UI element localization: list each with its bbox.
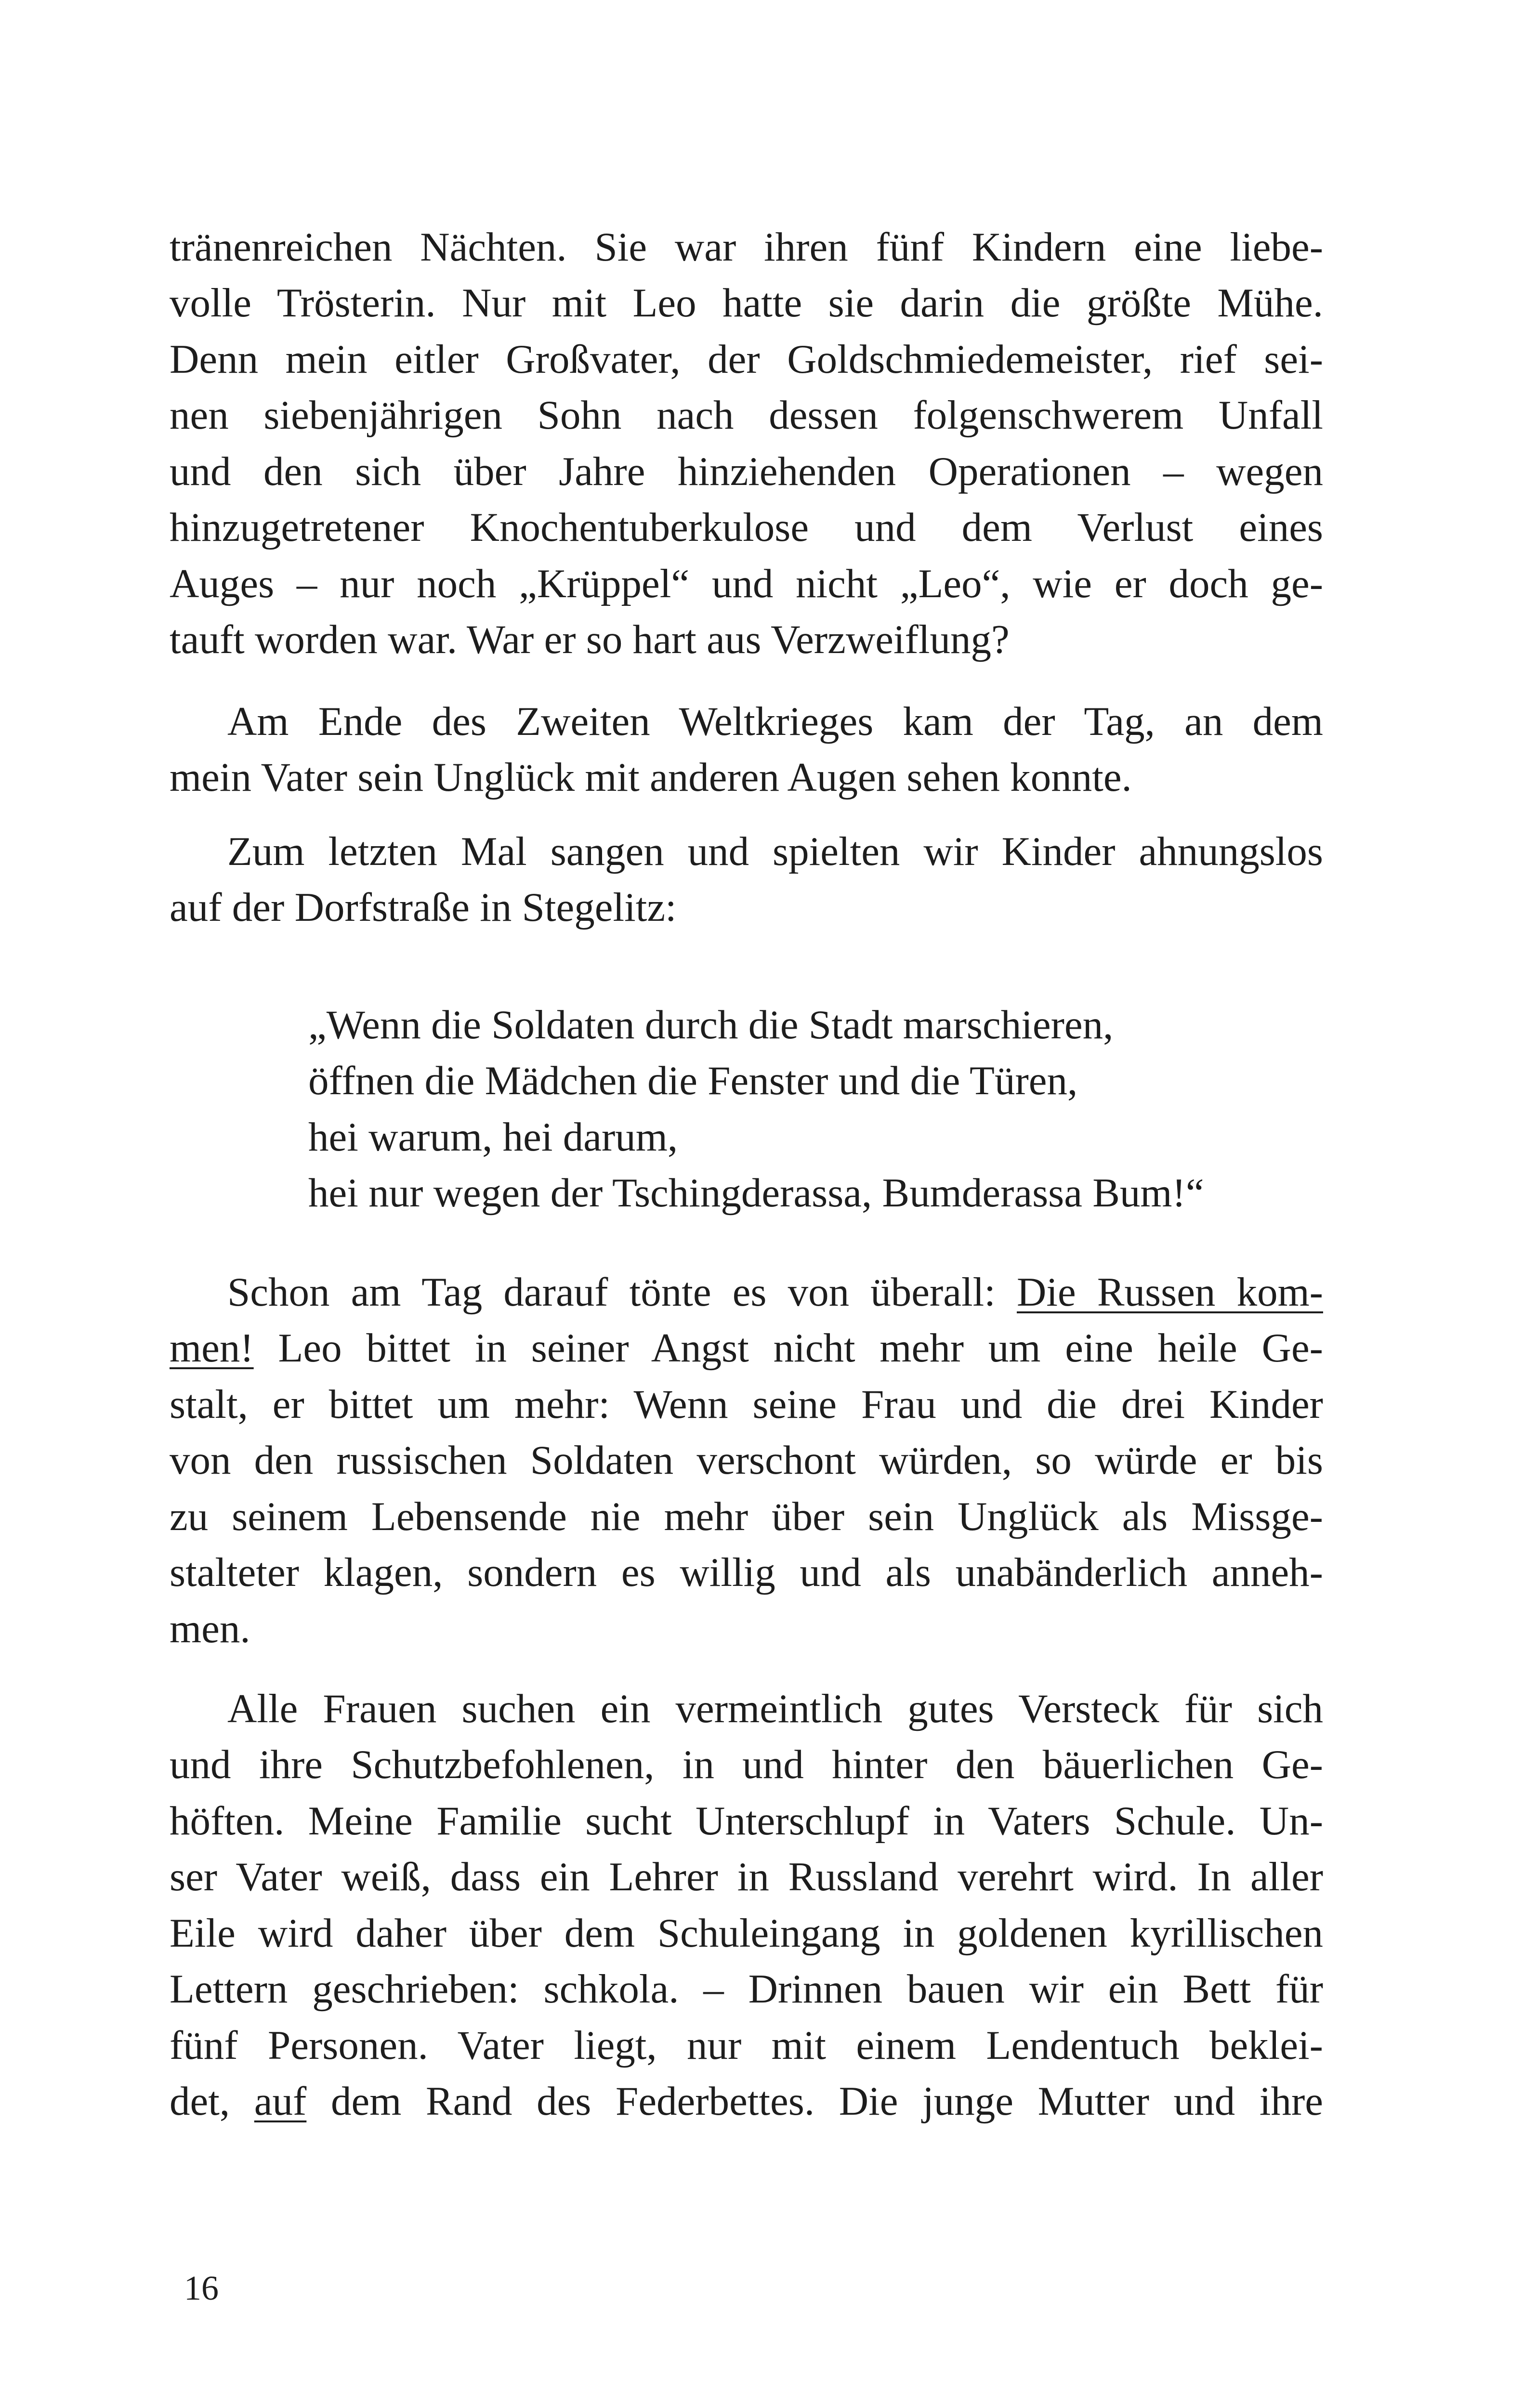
page-number: 16: [184, 2269, 219, 2307]
text-line: tauft worden war. War er so hart aus Verzweiflung?: [170, 617, 1010, 663]
paragraph-5: [170, 1681, 1323, 2130]
text-line: [170, 1320, 1323, 1376]
underlined-phrase: Die Russen kom-: [1017, 1269, 1323, 1315]
text-line: auf der Dorfstraße in Stegelitz:: [170, 885, 677, 930]
text-line: mein Vater sein Unglück mit anderen Augen sehen konnte.: [170, 755, 1132, 800]
paragraph-2: [170, 694, 1323, 806]
text-line: und den sich über Jahre hinziehenden Operationen – wegen: [170, 448, 1323, 494]
verse-line: hei nur wegen der Tschingderassa, Bumderassa Bum!“: [308, 1170, 1204, 1216]
text-line: Auges – nur noch „Krüppel“ und nicht „Leo“, wie er doch ge-: [170, 561, 1323, 606]
text-line: höften. Meine Familie sucht Unterschlupf in Vaters Schule. Un-: [170, 1798, 1323, 1844]
paragraph-1: [170, 219, 1323, 668]
text-line: nen siebenjährigen Sohn nach dessen folgenschwerem Unfall: [170, 393, 1323, 438]
verse-line: „Wenn die Soldaten durch die Stadt marschieren,: [308, 1002, 1114, 1047]
text-line: Denn mein eitler Großvater, der Goldschmiedemeister, rief sei-: [170, 336, 1323, 382]
text-line: men.: [170, 1606, 250, 1651]
text-segment: Leo bittet in seiner Angst nicht mehr um eine heile Ge-: [253, 1325, 1323, 1371]
song-verse: [308, 997, 1204, 1221]
text-line: Lettern geschrieben: schkola. – Drinnen bauen wir ein Bett für: [170, 1966, 1323, 2012]
paragraph-4: [170, 1264, 1323, 1657]
text-line: von den russischen Soldaten verschont würden, so würde er bis: [170, 1438, 1323, 1483]
text-line: stalt, er bittet um mehr: Wenn seine Frau und die drei Kinder: [170, 1381, 1323, 1427]
text-line: und ihre Schutzbefohlenen, in und hinter den bäuerlichen Ge-: [170, 1742, 1323, 1788]
text-segment: det,: [170, 2079, 254, 2124]
verse-line: öffnen die Mädchen die Fenster und die Türen,: [308, 1058, 1078, 1104]
text-line: Am Ende des Zweiten Weltkrieges kam der Tag, an dem: [227, 699, 1323, 744]
text-line: Alle Frauen suchen ein vermeintlich gutes Versteck für sich: [227, 1686, 1323, 1731]
verse-line: hei warum, hei darum,: [308, 1114, 678, 1160]
text-line: [170, 2073, 1323, 2129]
text-line: stalteter klagen, sondern es willig und als unabänderlich anneh-: [170, 1550, 1323, 1596]
text-line: zu seinem Lebensende nie mehr über sein Unglück als Missge-: [170, 1493, 1323, 1539]
text-line: volle Trösterin. Nur mit Leo hatte sie darin die größte Mühe.: [170, 280, 1323, 326]
text-line: Eile wird daher über dem Schuleingang in goldenen kyrillischen: [170, 1910, 1323, 1956]
text-line: fünf Personen. Vater liegt, nur mit einem Lendentuch beklei-: [170, 2022, 1323, 2068]
text-line: Zum letzten Mal sangen und spielten wir Kinder ahnungslos: [227, 829, 1323, 874]
text-line: [170, 1264, 1323, 1320]
underlined-phrase: auf: [254, 2079, 307, 2124]
underlined-phrase: men!: [170, 1325, 254, 1371]
text-line: hinzugetretener Knochentuberkulose und dem Verlust eines: [170, 505, 1323, 550]
text-line: ser Vater weiß, dass ein Lehrer in Russland verehrt wird. In aller: [170, 1854, 1323, 1900]
paragraph-3: [170, 824, 1323, 936]
text-segment: dem Rand des Federbettes. Die junge Mutter und ihre: [306, 2079, 1323, 2124]
text-line: tränenreichen Nächten. Sie war ihren fünf Kindern eine liebe-: [170, 224, 1323, 270]
text-segment: Schon am Tag darauf tönte es von überall:: [227, 1269, 1017, 1315]
